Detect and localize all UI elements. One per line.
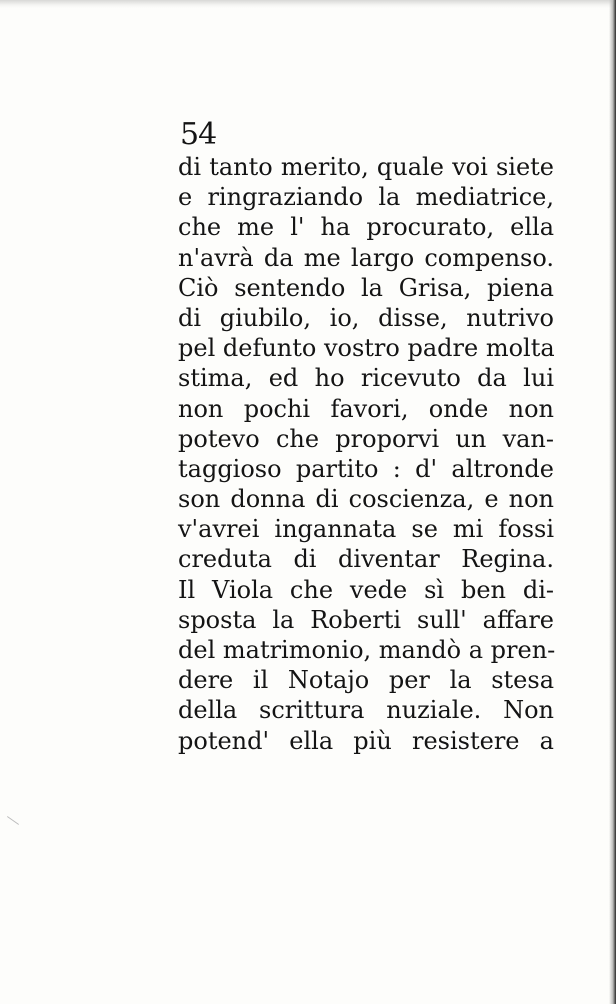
paper-speck bbox=[7, 816, 19, 825]
text-line: dere il Notajo per la stesa bbox=[178, 666, 554, 695]
text-line: della scrittura nuziale. Non bbox=[178, 696, 554, 725]
text-line: del matrimonio, mandò a pren- bbox=[178, 636, 556, 664]
text-line: Il Viola che vede sì ben di- bbox=[178, 575, 554, 604]
text-line: potend' ella più resistere a bbox=[178, 726, 554, 755]
page-number: 54 bbox=[180, 117, 217, 152]
text-line: creduta di diventar Regina. bbox=[178, 545, 554, 574]
text-line: di giubilo, io, disse, nutrivo bbox=[178, 303, 554, 332]
text-line: e ringraziando la mediatrice, bbox=[178, 183, 554, 212]
text-line: taggioso partito : d' altronde bbox=[178, 454, 554, 483]
text-line: che me l' ha procurato, ella bbox=[178, 213, 554, 242]
text-line: sposta la Roberti sull' affare bbox=[178, 605, 554, 634]
page-top-edge bbox=[0, 0, 616, 8]
text-line: v'avrei ingannata se mi fossi bbox=[178, 515, 554, 544]
text-line: potevo che proporvi un van- bbox=[178, 424, 554, 453]
text-line: di tanto merito, quale voi siete bbox=[178, 153, 554, 181]
page-text-block bbox=[178, 118, 558, 756]
text-line: stima, ed ho ricevuto da lui bbox=[178, 364, 554, 393]
text-line: non pochi favori, onde non bbox=[178, 394, 554, 423]
text-line: son donna di coscienza, e non bbox=[178, 485, 554, 514]
page-binding-edge bbox=[609, 0, 616, 1004]
text-line: Ciò sentendo la Grisa, piena bbox=[178, 273, 554, 302]
text-line: n'avrà da me largo compenso. bbox=[178, 243, 554, 272]
text-line: pel defunto vostro padre molta bbox=[178, 334, 555, 363]
